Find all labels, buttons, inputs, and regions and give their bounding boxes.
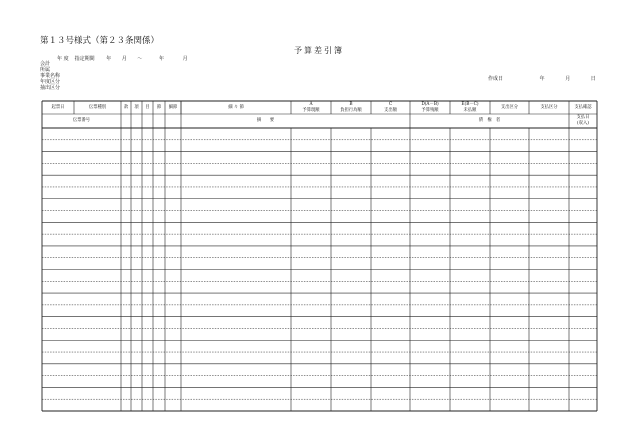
header-a-name: 予算現額 xyxy=(302,108,320,113)
header-slip-type: 伝票種別 xyxy=(88,105,107,110)
period-label: 指定期間 xyxy=(74,56,95,62)
header-creditor: 債 権 者 xyxy=(478,118,501,123)
to-month: 月 xyxy=(182,56,188,62)
header-c-name: 支出額 xyxy=(384,108,397,113)
label-jigyo: 事業名称 xyxy=(40,73,61,79)
header-saisaimoku: 細 々 節 xyxy=(228,105,244,110)
header-payment-confirm: 支払確認 xyxy=(574,105,592,110)
created-label: 作成日 xyxy=(488,76,504,82)
tilde: ～ xyxy=(137,56,143,62)
header-payment-class-2: 支払区分 xyxy=(540,105,558,110)
header-slip-number: 伝票番号 xyxy=(72,118,91,123)
header-kan: 款 xyxy=(123,105,129,110)
header-paid-day-note: (収入) xyxy=(577,121,589,126)
from-year: 年 xyxy=(106,56,112,62)
header-e-letter: E(B－C) xyxy=(461,102,479,107)
created-day: 日 xyxy=(590,76,596,82)
header-payment-class-1: 支出区分 xyxy=(500,105,519,110)
from-month: 月 xyxy=(121,56,127,62)
header-summary: 摘 要 xyxy=(256,118,275,123)
header-a-letter: A xyxy=(309,102,313,107)
header-setsu: 節 xyxy=(156,105,162,110)
document-title: 予算差引簿 xyxy=(294,46,344,55)
label-kaikei: 会計 xyxy=(40,61,51,67)
header-d-letter: D(A－B) xyxy=(421,102,439,107)
header-b-letter: B xyxy=(349,102,353,107)
to-year: 年 xyxy=(158,56,164,62)
header-d-name: 予算残額 xyxy=(421,108,439,113)
header-e-name: 未払額 xyxy=(463,108,477,113)
header-b-name: 負担行為額 xyxy=(340,108,362,113)
header-moku: 目 xyxy=(145,105,150,110)
header-date: 起票日 xyxy=(51,105,65,110)
fiscal-year-label: 年 度 xyxy=(57,56,69,62)
label-shozoku: 所属 xyxy=(40,67,51,73)
header-c-letter: C xyxy=(388,102,393,107)
created-year: 年 xyxy=(539,76,545,82)
header-paid-day: 支払日 xyxy=(576,115,590,120)
header-kou: 項 xyxy=(134,105,139,110)
label-chushutsu: 抽出区分 xyxy=(40,85,61,91)
header-saisetsu: 細節 xyxy=(168,105,178,110)
created-month: 月 xyxy=(565,76,571,82)
label-nendo: 年度区分 xyxy=(40,79,61,85)
form-number: 第１３号様式（第２３条関係） xyxy=(40,36,160,46)
